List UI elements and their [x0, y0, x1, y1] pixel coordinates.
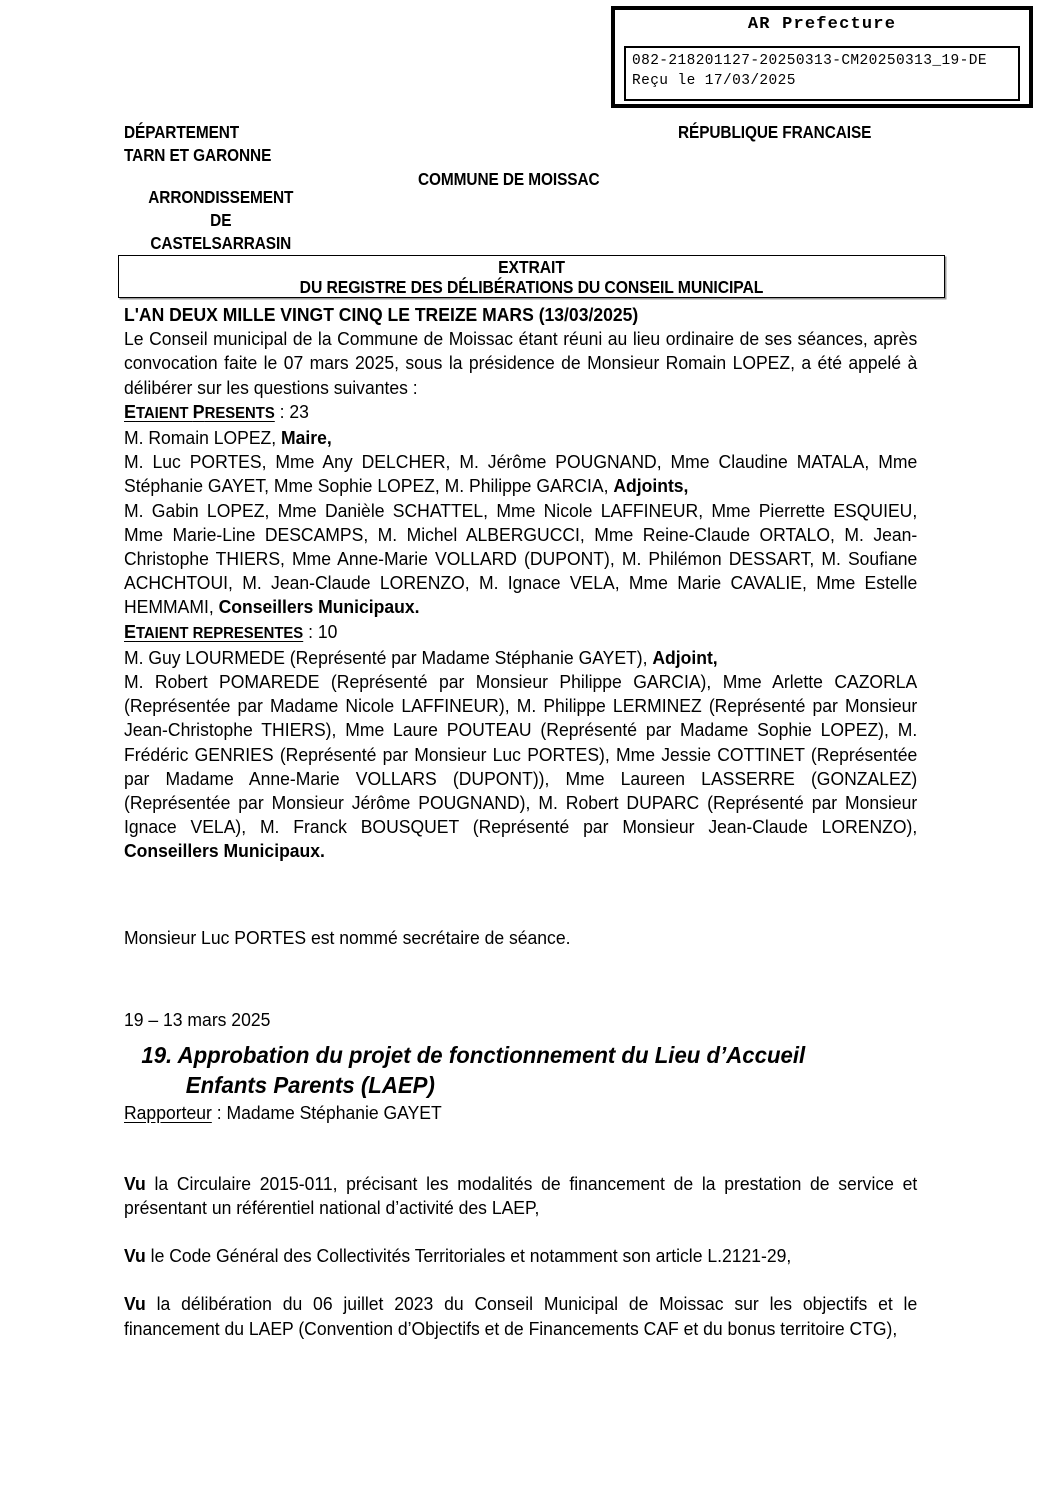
represented-heading	[124, 620, 917, 646]
presents-heading	[124, 400, 917, 426]
arrondissement-de: DE	[210, 209, 232, 230]
secretary-line: Monsieur Luc PORTES est nommé secrétaire de séance.	[124, 927, 571, 948]
presents-label-e: E	[124, 400, 136, 422]
spacer-consideration-2	[124, 1268, 917, 1292]
consideration-text: le Code Général des Collectivités Territoriales et notamment son article L.2121-29,	[145, 1246, 792, 1267]
ar-prefecture-stamp	[611, 6, 1033, 108]
presents-label-p: P	[192, 400, 205, 422]
represented-conseillers-role: Conseillers Municipaux.	[124, 841, 325, 862]
consideration-text: la délibération du 06 juillet 2023 du Conseil Municipal de Moissac sur les objectifs et le financement du LAEP (Convention d’Objectifs et de Financements CAF et du bonus territoire CTG),	[124, 1294, 918, 1339]
deliberation-title-line2: Enfants Parents (LAEP)	[185, 1071, 435, 1098]
extrait-subtitle: DU REGISTRE DES DÉLIBÉRATIONS DU CONSEIL MUNICIPAL	[299, 277, 764, 297]
presents-mayor-line	[124, 426, 917, 450]
department-label: DÉPARTEMENT	[124, 122, 240, 142]
represented-adjoint-role: Adjoint,	[652, 647, 718, 668]
represented-adjoint-name: M. Guy LOURMEDE (Représenté par Madame Stéphanie GAYET),	[124, 647, 653, 668]
presents-label-taient: TAIENT	[135, 404, 193, 422]
adjoints-role: Adjoints,	[613, 476, 689, 497]
extrait-title: EXTRAIT	[498, 257, 565, 277]
session-date-heading	[124, 303, 917, 327]
session-date-paren: (13/03/2025)	[538, 305, 639, 325]
represented-separator: :	[303, 621, 318, 642]
presents-count: 23	[289, 401, 309, 422]
adjoints-names: M. Luc PORTES, Mme Any DELCHER, M. Jérôme POUGNAND, Mme Claudine MATALA, Mme Stéphanie GAYET, Mme Sophie LOPEZ, M. Philippe GARCIA,	[124, 452, 918, 497]
arrondissement-name: CASTELSARRASIN	[150, 232, 292, 253]
consideration-item	[124, 1292, 917, 1340]
ar-received-date: Reçu le 17/03/2025	[632, 72, 796, 89]
represented-count: 10	[317, 621, 338, 642]
rapporteur-label: Rapporteur	[124, 1102, 212, 1123]
mayor-name: M. Romain LOPEZ,	[124, 428, 282, 449]
rapporteur-value: : Madame Stéphanie GAYET	[211, 1102, 442, 1123]
consideration-prefix: Vu	[124, 1173, 146, 1194]
deliberation-title-line1: 19. Approbation du projet de fonctionnement du Lieu d’Accueil	[141, 1041, 806, 1068]
spacer-before-considerations	[124, 1126, 917, 1172]
conseillers-role: Conseillers Municipaux.	[218, 597, 420, 618]
republic-label: RÉPUBLIQUE FRANCAISE	[678, 122, 872, 142]
ar-prefecture-title: AR Prefecture	[747, 15, 897, 34]
department-name: TARN ET GARONNE	[124, 144, 272, 165]
represented-conseillers-names: M. Robert POMAREDE (Représenté par Monsieur Philippe GARCIA), Mme Arlette CAZORLA (Représentée par Madame Nicole LAFFINEUR), M. Philippe LERMINEZ (Représenté par Monsieur Jean-Christophe THIERS), Mme Laure POUTEAU (Représenté par Madame Sophie LOPEZ), M. Frédéric GENRIES (Représenté par Monsieur Luc PORTES), Mme Jessie COTTINET (Représentée par Madame Anne-Marie VOLLARS (DUPONT)), Mme Laureen LASSERRE (GONZALEZ) (Représentée par Monsieur Jérôme POUGNAND), M. Robert DUPARC (Représenté par Monsieur Ignace VELA), M. Franck BOUSQUET (Représenté par Monsieur Jean-Claude LORENZO),	[124, 672, 918, 838]
commune-label: COMMUNE DE MOISSAC	[418, 169, 600, 189]
ar-prefecture-details	[624, 46, 1020, 101]
presents-label	[124, 400, 275, 426]
consideration-prefix: Vu	[124, 1246, 146, 1267]
deliberation-title	[124, 1040, 917, 1100]
consideration-item	[124, 1172, 917, 1220]
represented-label-e: E	[124, 620, 136, 642]
document-body	[124, 303, 917, 1341]
represented-adjoint-line	[124, 646, 917, 670]
spacer-after-attendance	[124, 864, 917, 926]
spacer-before-deliberation	[124, 950, 917, 1008]
session-date-main: L'AN DEUX MILLE VINGT CINQ LE TREIZE MARS	[124, 305, 534, 325]
rapporteur-line	[124, 1100, 917, 1126]
presents-adjoints-line	[124, 450, 917, 498]
represented-label	[124, 620, 303, 646]
ar-reference-number: 082-218201127-20250313-CM20250313_19-DE	[632, 53, 987, 69]
mayor-role: Maire,	[281, 428, 332, 449]
spacer-consideration-1	[124, 1220, 917, 1244]
extrait-box	[118, 255, 945, 298]
deliberation-number-date: 19 – 13 mars 2025	[124, 1009, 271, 1030]
arrondissement-label: ARRONDISSEMENT	[148, 187, 294, 207]
presents-separator: :	[274, 401, 290, 422]
represented-conseillers-line	[124, 670, 917, 864]
consideration-text: la Circulaire 2015-011, précisant les modalités de financement de la prestation de service et présentant un référentiel national d’activité des LAEP,	[124, 1173, 918, 1219]
presents-label-resents: RESENTS	[204, 404, 275, 422]
consideration-prefix: Vu	[124, 1294, 146, 1315]
consideration-item	[124, 1244, 917, 1268]
arrondissement-block	[124, 186, 318, 254]
represented-label-rest: TAIENT REPRESENTES	[135, 624, 304, 642]
department-block	[124, 121, 271, 167]
presents-conseillers-line	[124, 499, 917, 620]
session-intro-paragraph: Le Conseil municipal de la Commune de Moissac étant réuni au lieu ordinaire de ses séances, après convocation faite le 07 mars 2025, sous la présidence de Monsieur Romain LOPEZ, a été appelé à délibérer sur les questions suivantes :	[124, 329, 918, 398]
conseillers-names: M. Gabin LOPEZ, Mme Danièle SCHATTEL, Mme Nicole LAFFINEUR, Mme Pierrette ESQUIEU, Mme Marie-Line DESCAMPS, M. Michel ALBERGUCCI, Mme Reine-Claude ORTALO, M. Jean-Christophe THIERS, Mme Anne-Marie VOLLARD (DUPONT), M. Philémon DESSART, M. Soufiane ACHCHTOUI, M. Jean-Claude LORENZO, M. Ignace VELA, Mme Marie CAVALIE, Mme Estelle HEMMAMI,	[124, 500, 918, 618]
